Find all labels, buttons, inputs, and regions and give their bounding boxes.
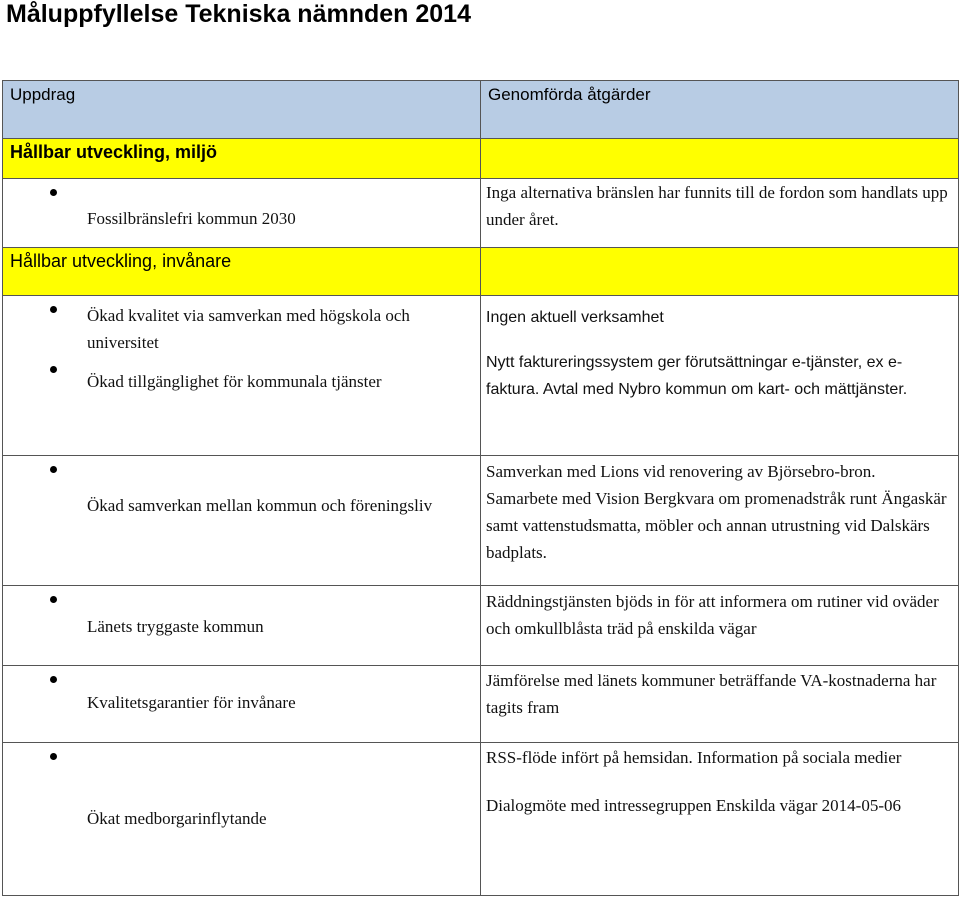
table-row [3, 296, 959, 456]
list-item [3, 456, 480, 519]
action-text: Ingen aktuell verksamhet [486, 309, 664, 326]
list-item [3, 296, 480, 356]
header-cell-atgarder [481, 81, 959, 139]
item-text: Fossilbränslefri kommun 2030 [87, 209, 296, 228]
table-row [3, 743, 959, 896]
item-cell [3, 586, 481, 666]
list-item [3, 356, 480, 395]
section-label-miljo: Hållbar utveckling, miljö [10, 142, 218, 162]
item-cell [3, 296, 481, 456]
action-cell [481, 456, 959, 586]
header-atgarder: Genomförda åtgärder [488, 85, 651, 104]
header-uppdrag: Uppdrag [10, 85, 76, 104]
item-text: Länets tryggaste kommun [87, 617, 264, 636]
bullet-icon [50, 676, 57, 683]
header-cell-uppdrag [3, 81, 481, 139]
goals-table [2, 80, 959, 896]
action-cell [481, 296, 959, 456]
item-text: Ökad tillgänglighet för kommunala tjänster [87, 372, 382, 391]
action-text: Samverkan med Lions vid renovering av Björsebro-bron. Samarbete med Vision Bergkvara om promenadstråk runt Ängaskär samt vattenstudsmatta, möbler och annan utrustning vid Dalskärs badplats. [486, 462, 947, 562]
action-text: Räddningstjänsten bjöds in för att informera om rutiner vid oväder och omkullblåsta träd på enskilda vägar [486, 592, 939, 638]
page-title: Måluppfyllelse Tekniska nämnden 2014 [6, 0, 471, 28]
table-header-row [3, 81, 959, 139]
action-text: Inga alternativa bränslen har funnits till de fordon som handlats upp under året. [486, 183, 948, 229]
bullet-icon [50, 366, 57, 373]
action-text: RSS-flöde infört på hemsidan. Information på sociala medier [486, 748, 902, 767]
action-text: Jämförelse med länets kommuner beträffande VA-kostnaderna har tagits fram [486, 671, 937, 717]
action-text: Nytt faktureringssystem ger förutsättningar e-tjänster, ex e-faktura. Avtal med Nybro kommun om kart- och mättjänster. [486, 354, 908, 398]
section-cell-miljo-empty [481, 139, 959, 179]
item-text: Ökad kvalitet via samverkan med högskola och universitet [87, 306, 410, 352]
section-cell-miljo [3, 139, 481, 179]
action-cell [481, 586, 959, 666]
item-text: Ökat medborgarinflytande [87, 809, 267, 828]
table-row [3, 666, 959, 743]
section-cell-invanare-empty [481, 248, 959, 296]
item-text: Ökad samverkan mellan kommun och föreningsliv [87, 496, 433, 515]
bullet-icon [50, 466, 57, 473]
action-cell [481, 743, 959, 896]
list-item [3, 666, 480, 716]
section-cell-invanare [3, 248, 481, 296]
bullet-icon [50, 306, 57, 313]
action-text: Dialogmöte med intressegruppen Enskilda vägar 2014-05-06 [486, 796, 901, 815]
table-row [3, 179, 959, 248]
table-row [3, 456, 959, 586]
bullet-icon [50, 753, 57, 760]
section-label-invanare: Hållbar utveckling, invånare [10, 251, 232, 271]
action-cell [481, 179, 959, 248]
list-item [3, 179, 480, 232]
action-cell [481, 666, 959, 743]
table-row [3, 586, 959, 666]
item-cell [3, 666, 481, 743]
list-item [3, 586, 480, 640]
item-cell [3, 743, 481, 896]
item-text: Kvalitetsgarantier för invånare [87, 693, 296, 712]
item-cell [3, 179, 481, 248]
list-item [3, 743, 480, 832]
item-cell [3, 456, 481, 586]
section-row-miljo [3, 139, 959, 179]
bullet-icon [50, 596, 57, 603]
bullet-icon [50, 189, 57, 196]
section-row-invanare [3, 248, 959, 296]
